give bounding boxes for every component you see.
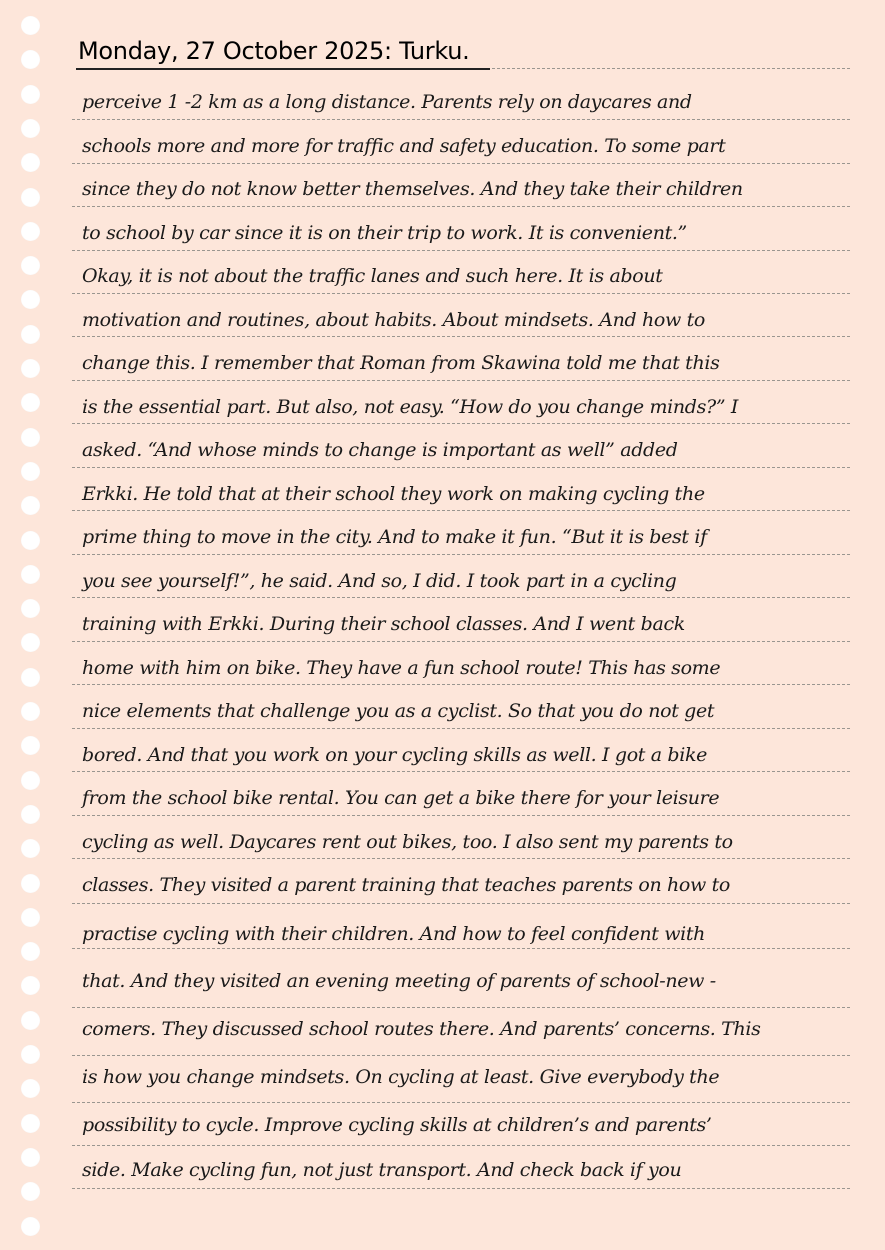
diary-text-line: since they do not know better themselves. And they take their children	[82, 178, 743, 200]
diary-text-line: change this. I remember that Roman from Skawina told me that this	[82, 352, 720, 374]
ruled-line	[72, 119, 850, 120]
diary-text-line: Okay, it is not about the traffic lanes and such here. It is about	[82, 265, 663, 287]
ruled-line	[72, 510, 850, 511]
diary-text-line: possibility to cycle. Improve cycling skills at children’s and parents’	[82, 1114, 712, 1136]
diary-text-line: side. Make cycling fun, not just transport. And check back if you	[82, 1159, 682, 1181]
diary-text-line: nice elements that challenge you as a cyclist. So that you do not get	[82, 700, 715, 722]
binder-hole	[21, 1148, 40, 1167]
diary-text-line: practise cycling with their children. And how to feel confident with	[82, 923, 706, 945]
ruled-line	[72, 1102, 850, 1103]
diary-text-line: is the essential part. But also, not easy. “How do you change minds?” I	[82, 396, 739, 418]
binder-hole	[21, 599, 40, 618]
binder-hole	[21, 1045, 40, 1064]
binder-hole	[21, 85, 40, 104]
binder-hole	[21, 188, 40, 207]
ruled-line	[72, 250, 850, 251]
binder-hole	[21, 393, 40, 412]
binder-hole	[21, 668, 40, 687]
ruled-line	[72, 728, 850, 729]
ruled-line	[72, 815, 850, 816]
ruled-line	[72, 380, 850, 381]
ruled-line	[72, 948, 850, 949]
title-underline	[76, 68, 490, 70]
ruled-line	[72, 858, 850, 859]
binder-hole	[21, 531, 40, 550]
ruled-line	[72, 467, 850, 468]
binder-hole	[21, 290, 40, 309]
binder-hole	[21, 565, 40, 584]
binder-hole	[21, 839, 40, 858]
binder-hole	[21, 976, 40, 995]
ruled-line	[72, 293, 850, 294]
binder-hole	[21, 1011, 40, 1030]
binder-hole	[21, 496, 40, 515]
diary-text-line: motivation and routines, about habits. About mindsets. And how to	[82, 309, 705, 331]
ruled-line	[72, 1007, 850, 1008]
ruled-line	[72, 1188, 850, 1189]
ruled-line	[72, 423, 850, 424]
diary-text-line: to school by car since it is on their trip to work. It is convenient.”	[82, 222, 687, 244]
binder-hole	[21, 325, 40, 344]
binder-hole	[21, 256, 40, 275]
ruled-line	[72, 641, 850, 642]
diary-text-line: perceive 1 -2 km as a long distance. Parents rely on daycares and	[82, 91, 692, 113]
diary-text-line: prime thing to move in the city. And to make it fun. “But it is best if	[82, 526, 707, 548]
binder-hole	[21, 1114, 40, 1133]
diary-text-line: schools more and more for traffic and safety education. To some part	[82, 135, 726, 157]
ruled-line	[72, 1145, 850, 1146]
entry-title: Monday, 27 October 2025: Turku.	[78, 37, 470, 65]
ruled-line	[72, 336, 850, 337]
diary-text-line: is how you change mindsets. On cycling at least. Give everybody the	[82, 1066, 720, 1088]
ruled-line	[72, 554, 850, 555]
binder-hole	[21, 805, 40, 824]
ruled-line	[72, 903, 850, 904]
binder-hole	[21, 222, 40, 241]
binder-hole	[21, 1217, 40, 1236]
binder-hole	[21, 1182, 40, 1201]
binder-hole	[21, 1079, 40, 1098]
binder-hole	[21, 633, 40, 652]
binder-hole	[21, 462, 40, 481]
diary-text-line: cycling as well. Daycares rent out bikes, too. I also sent my parents to	[82, 831, 733, 853]
binder-hole	[21, 119, 40, 138]
binder-hole	[21, 874, 40, 893]
binder-hole	[21, 359, 40, 378]
binder-hole	[21, 50, 40, 69]
diary-text-line: home with him on bike. They have a fun school route! This has some	[82, 657, 721, 679]
diary-text-line: comers. They discussed school routes there. And parents’ concerns. This	[82, 1018, 761, 1040]
binder-hole	[21, 702, 40, 721]
diary-text-line: bored. And that you work on your cycling skills as well. I got a bike	[82, 744, 708, 766]
diary-text-line: from the school bike rental. You can get a bike there for your leisure	[82, 787, 720, 809]
binder-hole	[21, 428, 40, 447]
diary-text-line: asked. “And whose minds to change is important as well” added	[82, 439, 678, 461]
binder-hole	[21, 736, 40, 755]
diary-text-line: training with Erkki. During their school classes. And I went back	[82, 613, 685, 635]
binder-hole	[21, 153, 40, 172]
binder-holes	[21, 16, 41, 1236]
ruled-line	[72, 1055, 850, 1056]
ruled-line	[72, 771, 850, 772]
diary-text-line: Erkki. He told that at their school they work on making cycling the	[82, 483, 705, 505]
ruled-line	[72, 163, 850, 164]
diary-text-line: that. And they visited an evening meeting of parents of school-new -	[82, 970, 716, 992]
ruled-line	[72, 684, 850, 685]
ruled-line	[72, 597, 850, 598]
ruled-line	[492, 68, 850, 69]
binder-hole	[21, 16, 40, 35]
binder-hole	[21, 942, 40, 961]
ruled-line	[72, 206, 850, 207]
diary-text-line: you see yourself!”, he said. And so, I did. I took part in a cycling	[82, 570, 677, 592]
diary-text-line: classes. They visited a parent training that teaches parents on how to	[82, 874, 730, 896]
binder-hole	[21, 908, 40, 927]
binder-hole	[21, 771, 40, 790]
